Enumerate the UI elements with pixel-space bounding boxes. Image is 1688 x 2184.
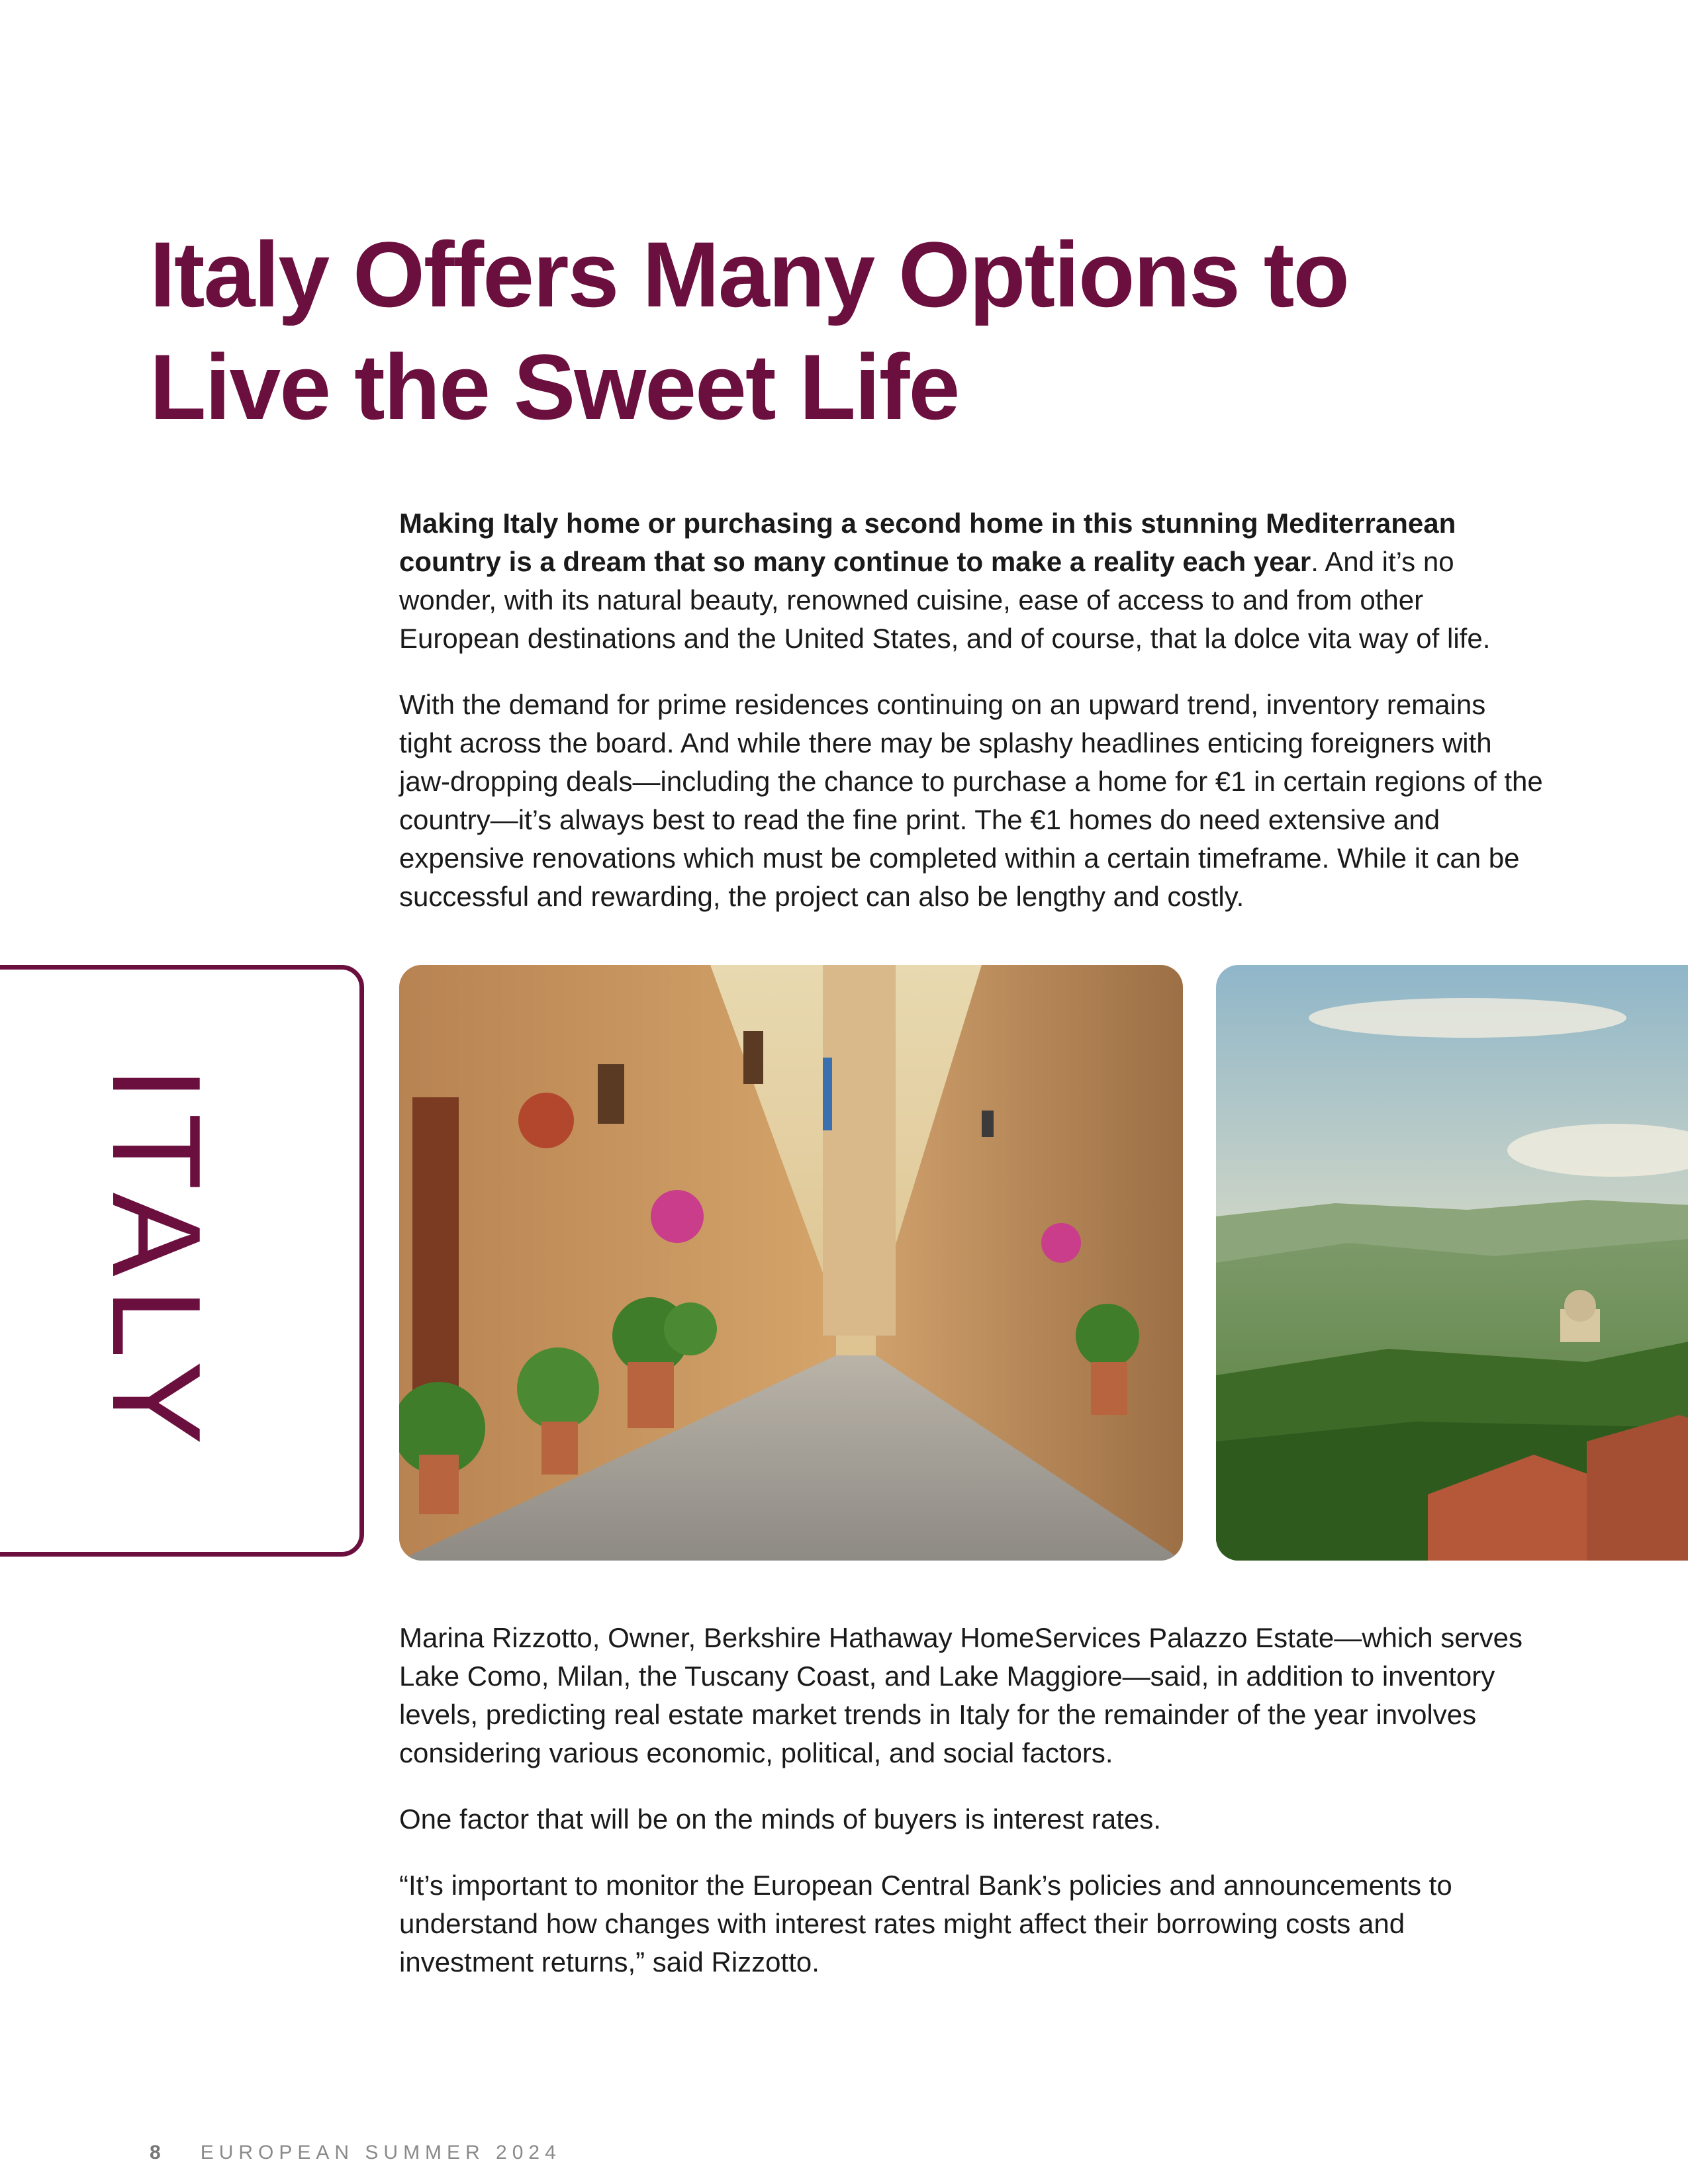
side-tag-label: ITALY <box>86 1066 226 1457</box>
intro-lead-bold: Making Italy home or purchasing a second home in this stunning Mediterranean country is a dream that so many continue to make a reality each year <box>399 508 1456 577</box>
title-line-2: Live the Sweet Life <box>150 335 959 439</box>
body-paragraph-1: Marina Rizzotto, Owner, Berkshire Hathaway HomeServices Palazzo Estate—which serves Lake Como, Milan, the Tuscany Coast, and Lake Maggiore—said, in addition to inventory levels, predicting real estate market trends in Italy for the remainder of the year involves considering various economic, political, and social factors. <box>399 1622 1523 1768</box>
street-photo <box>399 965 1183 1561</box>
title-line-1: Italy Offers Many Options to <box>150 222 1348 326</box>
intro-paragraph <box>399 504 1544 658</box>
intro-paragraph-2: With the demand for prime residences continuing on an upward trend, inventory remains tight across the board. And while there may be splashy headlines enticing foreigners with jaw-dropping deals—including the chance to purchase a home for €1 in certain regions of the country—it’s always best to read the fine print. The €1 homes do need extensive and expensive renovations which must be completed within a certain timeframe. While it can be successful and rewarding, the project can also be lengthy and costly. <box>399 689 1543 912</box>
page-number: 8 <box>150 2142 161 2163</box>
intro-section <box>399 504 1544 944</box>
page-footer <box>150 2142 561 2164</box>
body-paragraph-2: One factor that will be on the minds of buyers is interest rates. <box>399 1803 1161 1835</box>
body-section <box>399 1619 1544 2009</box>
body-paragraph-3: “It’s important to monitor the European Central Bank’s policies and announcements to understand how changes with interest rates might affect their borrowing costs and investment returns,” said Rizzotto. <box>399 1870 1452 1978</box>
publication-name: EUROPEAN SUMMER 2024 <box>200 2142 561 2163</box>
page-title <box>150 218 1474 443</box>
landscape-photo <box>1216 965 1688 1561</box>
intro-lead-rest: . And it’s no wonder, with its natural beauty, renowned cuisine, ease of access to and from other European destinations and the United States, and of course, that la dolce vita way of life. <box>399 546 1491 654</box>
